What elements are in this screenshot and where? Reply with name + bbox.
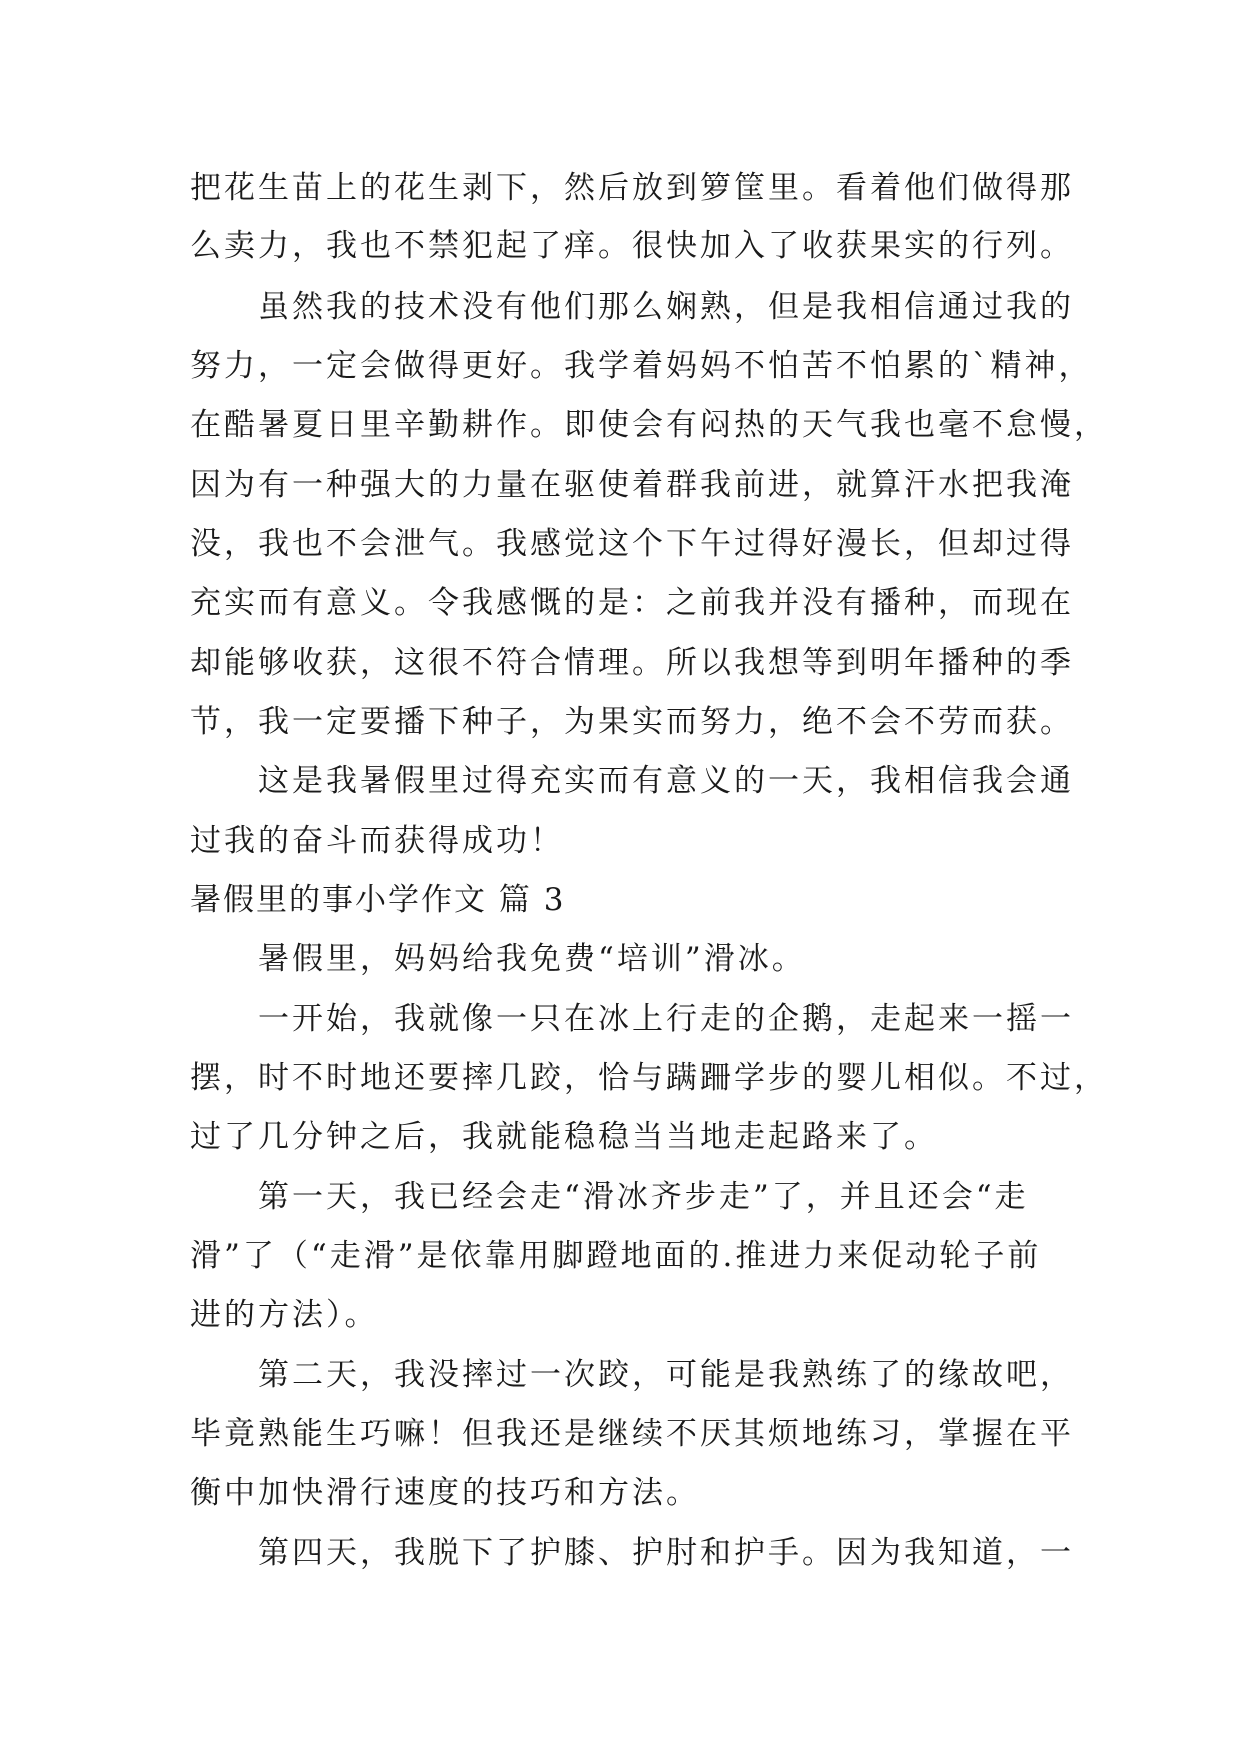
text-line: 第一天，我已经会走“滑冰齐步走”了，并且还会“走: [190, 1179, 1029, 1215]
text-line: 暑假里，妈妈给我免费“培训”滑冰。: [190, 941, 806, 977]
text-line: 这是我暑假里过得充实而有意义的一天，我相信我会通: [190, 763, 1074, 799]
text-line: 充实而有意义。令我感慨的是：之前我并没有播种，而现在: [190, 585, 1074, 621]
text-line: 毕竟熟能生巧嘛！但我还是继续不厌其烦地练习，掌握在平: [190, 1416, 1074, 1452]
text-line: 滑”了（“走滑”是依靠用脚蹬地面的.推进力来促动轮子前: [190, 1238, 1042, 1274]
text-line: 一开始，我就像一只在冰上行走的企鹅，走起来一摇一: [190, 1001, 1074, 1037]
text-line: 第四天，我脱下了护膝、护肘和护手。因为我知道，一: [190, 1535, 1074, 1571]
text-line: 把花生苗上的花生剥下，然后放到箩筐里。看着他们做得那: [190, 170, 1074, 206]
text-line: 摆，时不时地还要摔几跤，恰与蹒跚学步的婴儿相似。不过，: [190, 1060, 1108, 1096]
text-line: 没，我也不会泄气。我感觉这个下午过得好漫长，但却过得: [190, 526, 1074, 562]
text-line: 进的方法）。: [190, 1297, 379, 1333]
text-line: 节，我一定要播下种子，为果实而努力，绝不会不劳而获。: [190, 704, 1074, 740]
text-line: 却能够收获，这很不符合情理。所以我想等到明年播种的季: [190, 645, 1074, 681]
text-line: 过我的奋斗而获得成功！: [190, 823, 564, 859]
text-line: 虽然我的技术没有他们那么娴熟，但是我相信通过我的: [190, 289, 1074, 325]
text-line: 么卖力，我也不禁犯起了痒。很快加入了收获果实的行列。: [190, 228, 1074, 264]
text-line: 第二天，我没摔过一次跤，可能是我熟练了的缘故吧，: [190, 1357, 1074, 1393]
text-line: 衡中加快滑行速度的技巧和方法。: [190, 1475, 700, 1511]
text-line: 努力，一定会做得更好。我学着妈妈不怕苦不怕累的`精神，: [190, 348, 1093, 384]
text-line: 在酷暑夏日里辛勤耕作。即使会有闷热的天气我也毫不怠慢，: [190, 407, 1108, 443]
section-heading: 暑假里的事小学作文 篇 3: [190, 882, 566, 918]
text-line: 因为有一种强大的力量在驱使着群我前进，就算汗水把我淹: [190, 467, 1074, 503]
text-line: 过了几分钟之后，我就能稳稳当当地走起路来了。: [190, 1119, 938, 1155]
